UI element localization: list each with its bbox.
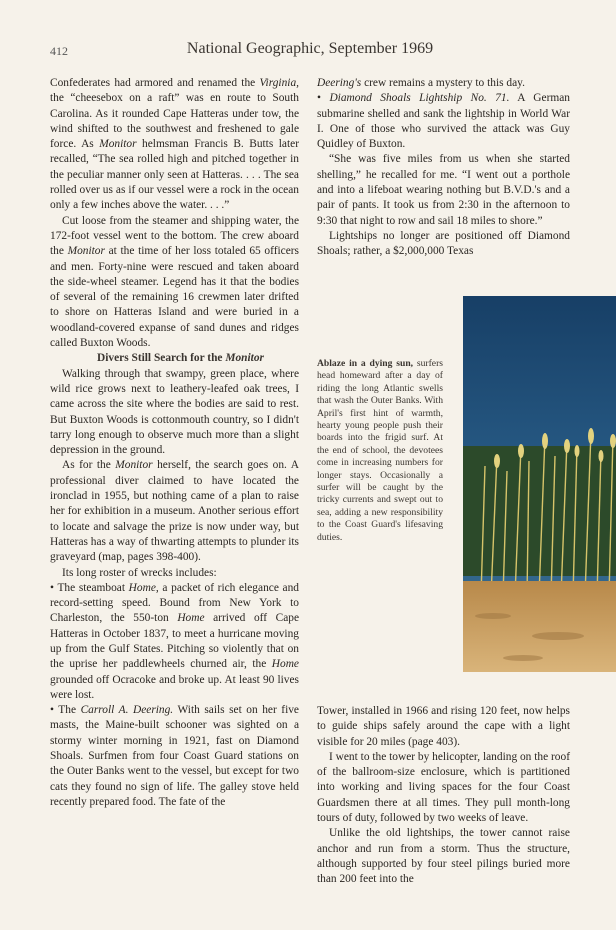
caption-lead: Ablaze in a dying sun,	[317, 358, 414, 369]
photo-caption	[317, 358, 443, 544]
page-number: 412	[50, 44, 68, 58]
page-header	[50, 40, 570, 64]
column-right-bottom	[317, 704, 570, 888]
paragraph: Confederates had armored and renamed the Virginia, the “cheesebox on a raft” was en route to South Carolina. As it rounded Cape Hatteras under tow, the wind shifted to the southwest and freshened to gale force. As Monitor helmsman Francis B. Butts later recalled, “The sea rolled high and pitched together in the peculiar manner only seen at Hatteras. . . . The sea rolled over us as if our vessel were a rock in the ocean only a few inches above the water. . . .”	[50, 77, 299, 212]
paragraph: Unlike the old lightships, the tower cannot raise anchor and run from a storm. Thus the structure, although supported by four steel pilings buried more than 200 feet into the	[317, 827, 570, 886]
paragraph: I went to the tower by helicopter, landing on the roof of the ballroom-size enclosure, which is partitioned into working and living spaces for the four Coast Guardsmen there at all times. They pull month-long tours of duty, followed by two weeks of leave.	[317, 750, 570, 825]
paragraph: Deering's crew remains a mystery to this day.	[317, 77, 525, 89]
photo-illustration	[463, 296, 616, 672]
list-item: • The steamboat Home, a packet of rich elegance and record-setting speed. Bound from New York to Charleston, the 550-ton Home arrived off Cape Hatteras in October 1837, to meet a hurricane moving up from the Gulf States. Pitching so violently that on the uprise her paddlewheels churned air, the Home grounded off Ocracoke and broke up. At least 90 lives were lost.	[50, 581, 300, 701]
paragraph: Walking through that swampy, green place, where wild rice grows next to leathery-leafed oak trees, I came across the site where the bodies are said to rest. But Buxton Woods is cottonmouth country, so I didn't tarry long enough to observe much more than a slight depression in the ground.	[50, 367, 299, 457]
paragraph: Tower, installed in 1966 and rising 120 feet, now helps to guide ships safely around the cape with a light visible for 20 miles (page 403).	[317, 705, 570, 748]
paragraph: Its long roster of wrecks includes:	[62, 566, 217, 579]
column-left	[50, 76, 299, 810]
list-item: • The Carroll A. Deering. With sails set on her five masts, the Maine-built schooner was sighted on a stormy winter morning in 1921, fast on Diamond Shoals. Surfmen from four Coast Guard stations on the Outer Banks went to the vessel, but except for two cats they found no sign of life. The galley stove held recently prepared food. The fate of the	[50, 704, 299, 808]
caption-body: surfers head homeward after a day of riding the long Atlantic swells that wash the Outer Banks. With April's first hint of warmth, hearty young people push their boards into the frigid surf. At the end of school, the devotees come in increasing numbers for longer stays. Occasionally a surfer will be caught by the tricky currents and swept out to sea, adding a new responsibility to the Coast Guard's lifesaving duties.	[317, 358, 443, 543]
paragraph: Cut loose from the steamer and shipping water, the 172-foot vessel went to the bottom. The crew aboard the Monitor at the time of her loss totaled 65 officers and men. Forty-nine were rescued and taken aboard the side-wheel steamer. Legend has it that the bodies of several of the remaining 16 crewmen later drifted to shore on Hatteras Island and were buried in a woodland-covered expanse of sand dunes and ridges called Buxton Woods.	[50, 214, 299, 350]
list-item: • Diamond Shoals Lightship No. 71. A German submarine shelled and sank the lightship in World War I. One of those who survived the attack was Guy Quidley of Buxton.	[317, 92, 570, 151]
section-subheading: Divers Still Search for the Monitor	[97, 352, 264, 365]
paragraph: Lightships no longer are positioned off Diamond Shoals; rather, a $2,000,000 Texas	[317, 229, 570, 258]
column-right-top	[317, 76, 570, 260]
running-title: National Geographic, September 1969	[186, 40, 434, 57]
paragraph: As for the Monitor herself, the search goes on. A professional diver claimed to have located the ironclad in 1955, but nothing came of a plan to raise her for exhibition in a museum. Another serious effort to locate and salvage the prize is now under way, but Hatteras has a way of thwarting attempts to plunder its graveyard (map, pages 398-400).	[50, 459, 299, 564]
surfer-sunset-photo	[463, 296, 616, 672]
paragraph: “She was five miles from us when she started shelling,” he recalled for me. “I went out a porthole and into a lifeboat wearing nothing but B.V.D.'s and a pair of pants. It took us from 2:30 in the afternoon to 9:30 that night to row and sail 18 miles to shore.”	[317, 153, 570, 227]
